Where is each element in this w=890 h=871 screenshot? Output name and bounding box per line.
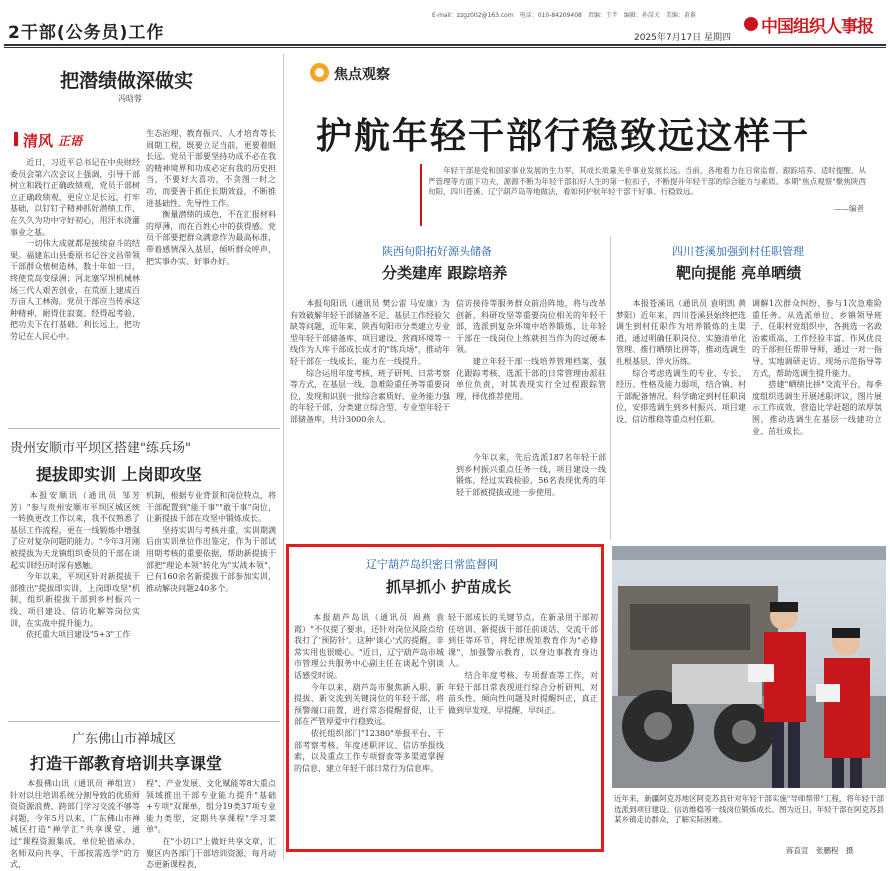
news-photo xyxy=(612,546,886,788)
commentary-body-right: 生态治理、教育振兴、人才培育等长周期工程，既要立足当前，更要着眼长远。党员干部要坚持功成不必在我的精神境界和功成必定有我的历史担当，不要好大喜功，不贪图一时之功，而要善于抓住长期效益，不断推进基础性、先导性工作。 衡量潜绩的成色，不在汇报材料的厚薄，而在百姓心中的获得感。党员干部要把群众满意作为最高标准，带着感情深入基层，倾听群众呼声，把实事办实、好事办好。 xyxy=(146,129,276,266)
chancheng-title: 打造干部教育培训共享课堂 xyxy=(30,754,223,773)
anshun-body-left: 本报安顺讯（通讯员 邹芳 芳）"参与贵州安顺市平坝区城区统一转换更改工作以来，我不仅熟悉了基层工作流程，更在一线锻炼中增强了应对复杂问题的能力。"今年3月刚被提拔为天龙镇组织委员的干部在谈起实训经历时深有感触。 今年以来，平坝区针对新提拔干部推出"提拔即实训、上岗即攻坚"机制，组织新提拔干部到乡村振兴一线、项目建设、信访化解等岗位实训，在实战中提升能力。 依托重大项目建设"5+3"工作 xyxy=(10,491,140,640)
xunyang-kicker: 陕西旬阳拓好源头储备 xyxy=(382,245,492,258)
photo-credit: 蒋直宣 张鹏程 摄 xyxy=(786,846,854,855)
header-rule-thin xyxy=(4,47,886,48)
cangxi-title: 靶向提能 亮单晒绩 xyxy=(676,264,802,282)
column-separator xyxy=(283,54,284,860)
xunyang-title: 分类建库 跟踪培养 xyxy=(382,264,508,282)
masthead-title: 中国组织人事报 xyxy=(761,16,873,37)
commentary-body-left: 近日，习近平总书记在中央财经委员会第六次会议上强调，引导干部树立和践行正确政绩观，党员干部树立正确政绩观，更应立足长远，打牢基础，以钉钉子精神抓好潜绩工作，在久久为功中守好初心，用汗水浇灌事业之基。 一切伟大成就都是接续奋斗的结果。福建东山县委原书记谷文昌带领干部群众植树造林，数十年如一日，终使荒岛变绿洲；河北塞罕坝机械林场三代人艰苦创业，在荒原上建成百万亩人工林海。党员干部应当传承这种精神，耐得住寂寞、经得起考验，把功夫下在打基础、利长远上，把功劳记在人民心中。 xyxy=(10,158,140,341)
xunyang-body-c: 今年以来，先后选派187名年轻干部到乡村振兴重点任务一线、项目建设一线锻炼，经过实践检验，56名表现优秀的年轻干部被提拔或进一步使用。 xyxy=(456,453,606,497)
masthead-emblem-icon xyxy=(744,17,758,31)
cangxi-body-a: 本报苍溪讯（通讯员 袁明凯 黄梦阳）近年来，四川苍溪县始终把选调生到村任职作为培养锻炼的主渠道，通过明确任职岗位、实施清单化管理、推行晒绩比拼等，推动选调生扎根基层、淬火历练。 综合考虑选调生的专业、专长、经历、性格及能力弱项，结合镇、村干部配备情况，科学确定到村任职岗位，安排选调生到乡村振兴、项目建设、信访维稳等重点村任职。 xyxy=(616,299,746,424)
cangxi-body-b: 调解1次群众纠纷、参与1次急难险重任务。从选派单位、乡镇领导班子、任职村党组织中，各挑选一名政治素质高、工作经验丰富、作风优良的干部担任帮带导师，通过一对一指导、实地调研走访、现场示范指导等方式，帮助选调生提升能力。 搭建"晒绩比拼"交流平台，每季度组织选调生开展述职评议，图片展示工作成效，营造比学赶超的浓厚氛围，推动选调生在基层一线建功立业、茁壮成长。 xyxy=(752,299,882,436)
anshun-title: 提拔即实训 上岗即攻坚 xyxy=(36,465,202,484)
issue-date: 2025年7月17日 星期四 xyxy=(634,33,731,43)
section-title: 2干部(公务员)工作 xyxy=(8,23,165,43)
feature-title: 护航年轻干部行稳致远这样干 xyxy=(316,115,811,157)
column-logo-main: 清风 xyxy=(23,132,54,150)
feature-kicker xyxy=(310,62,430,86)
huludao-body-a: 本报葫芦岛讯（通讯员 周燕 袁霞）"不仅提了要求，还针对岗位风险点给我打了'预防针'。这种'谈心'式的提醒，非常实用也很暖心。"近日，辽宁葫芦岛市城市管理公共服务中心副主任在谈起个别谈话感受时说。 今年以来，葫芦岛市聚焦新入职、新提拔、新交流到关键岗位的年轻干部，将预警端口前置，进行常态提醒督促，让干部在严管厚爱中行稳致远。 依托组织部门"12380"举报平台、干部考察考核、年度述职评议、信访举报线索，以及重点工作专项督查等多渠道掌握的信息，建立年轻干部日常行为信息库。 xyxy=(294,613,444,773)
header-meta: E-mail：zzgz002@163.com 电话：010-84209408 责编：王芊 编辑：孙岗关 美编：黄番 xyxy=(432,12,696,19)
photo-illustration xyxy=(612,546,886,788)
chancheng-body-left: 本报佛山讯（通讯员 禅组宣）针对以往培训系统分割导致的优质师资资源浪费、跨部门学习交流不够等问题，今年5月以来，广东佛山市禅城区打造"禅学汇"共享课堂，通过"课程资源集成、单位轮值承办、名师双向共享、干部按需选学"的方式， xyxy=(10,779,140,870)
masthead xyxy=(744,12,888,36)
anshun-kicker: 贵州安顺市平坝区搭建"练兵场" xyxy=(10,441,191,456)
chancheng-body-right: 程"、产业发展、文化赋能等8大重点领域推出干部专业能力提升"基础+专项"双课单，组分19类37项专业能力类型，定期共享课程"学习菜单"。 在"小切口"上做好共享文章，汇聚区内各部门干部培训资源，每月动态更新课程表， xyxy=(146,779,276,870)
divider-anshun xyxy=(8,721,280,722)
huludao-title: 抓早抓小 护苗成长 xyxy=(386,578,512,596)
anshun-body-right: 机制，根据专业背景和岗位特点，将干部配置到"能干事""敢干事"岗位，让新提拔干部在攻坚中锻炼成长。 坚持实训与考核并重，实训期满后由实训单位作出鉴定，作为干部试用期考核的重要依据，帮助新提拔干部把"理论本领"转化为"实战本领"，已有160余名新提拔干部参加实训，推动解决问题240多个。 xyxy=(146,491,276,593)
divider-commentary xyxy=(8,428,280,429)
huludao-body-b: 轻干部成长的关键节点。在新录用干部初任培训、新提拔干部任前谈话、交流干部到任等环节，将纪律规矩教育作为"必修课"，加强警示教育，以身边事教育身边人。 结合年度考核、专项督查等工作，对年轻干部日常表现进行综合分析研判，对苗头性、倾向性问题及时提醒纠正，真正做到早发现、早提醒、早纠正。 xyxy=(448,613,598,715)
column-logo-tail: 正语 xyxy=(58,134,83,148)
header-rule-thick xyxy=(4,44,886,46)
commentary-author: 冯晗蓉 xyxy=(118,94,142,103)
feature-kicker-label: 焦点观察 xyxy=(334,67,390,83)
chancheng-kicker: 广东佛山市禅城区 xyxy=(72,732,177,747)
column-logo xyxy=(14,128,109,150)
xunyang-body-a: 本报旬阳讯（通讯员 樊公雷 马安康）为有效破解年轻干部储备不足、基层工作经验欠缺等问题，近年来，陕西旬阳市分类建立专业型年轻干部储备库，项目建设、营商环境等一线作为人库干部成长成才的"练兵场"，推动年轻干部在一线成长，能力在一线提升。 综合运用年度考核、班子研判、日常考察等方式，在基层一线、急难险重任务等重要岗位，发现和识别一批综合素质好、业务能力强的年轻干部，分类建立综合型、专业型年轻干部储备库，共计3000余人。 xyxy=(290,299,450,424)
page-header xyxy=(0,0,890,48)
cangxi-kicker: 四川苍溪加强到村任职管理 xyxy=(672,245,804,258)
photo-caption: 近年来，新疆阿克苏地区阿克苏县针对年轻干部实施"导师帮带"工程，将年轻干部选派到项目建设、信访维稳等一线岗位锻炼成长。图为近日，年轻干部在阿克苏县某乡镇走访群众，了解实际困难。 xyxy=(614,794,884,824)
column-logo-bar-icon xyxy=(14,132,18,146)
feature-lead: 年轻干部是党和国家事业发展的生力军，其成长质量关乎事业发展长远。当前，各地着力在日常监督、跟踪培养、适时提醒、从严管理等方面下功夫，源源不断为年轻干部扣好人生的第一粒扣子，不断提升年轻干部的综合能力与素质。本期"焦点观察"聚焦陕西旬阳、四川苍溪、辽宁葫芦岛等地做法，看如何护航年轻干部干好事、行稳致远。 xyxy=(428,166,866,196)
feature-lead-end: ——编者 xyxy=(834,204,864,213)
huludao-kicker: 辽宁葫芦岛织密日常监督网 xyxy=(366,558,498,571)
focus-icon-inner xyxy=(315,68,324,77)
commentary-title: 把潜绩做深做实 xyxy=(60,70,194,92)
xunyang-body-b: 信访接待等服务群众前沿阵地，将与改革创新、科研攻坚等重要岗位相关的年轻干部，选派到复杂环境中培养锻炼，让年轻干部在一线岗位上练就担当作为的过硬本领。 建立年轻干部一线培养管理档案，强化跟踪考核，选派干部的日常管理由派驻单位负责，对其表现实行全过程跟踪管理，择优推荐使用。 xyxy=(456,299,606,401)
column-separator-feature xyxy=(610,236,611,540)
